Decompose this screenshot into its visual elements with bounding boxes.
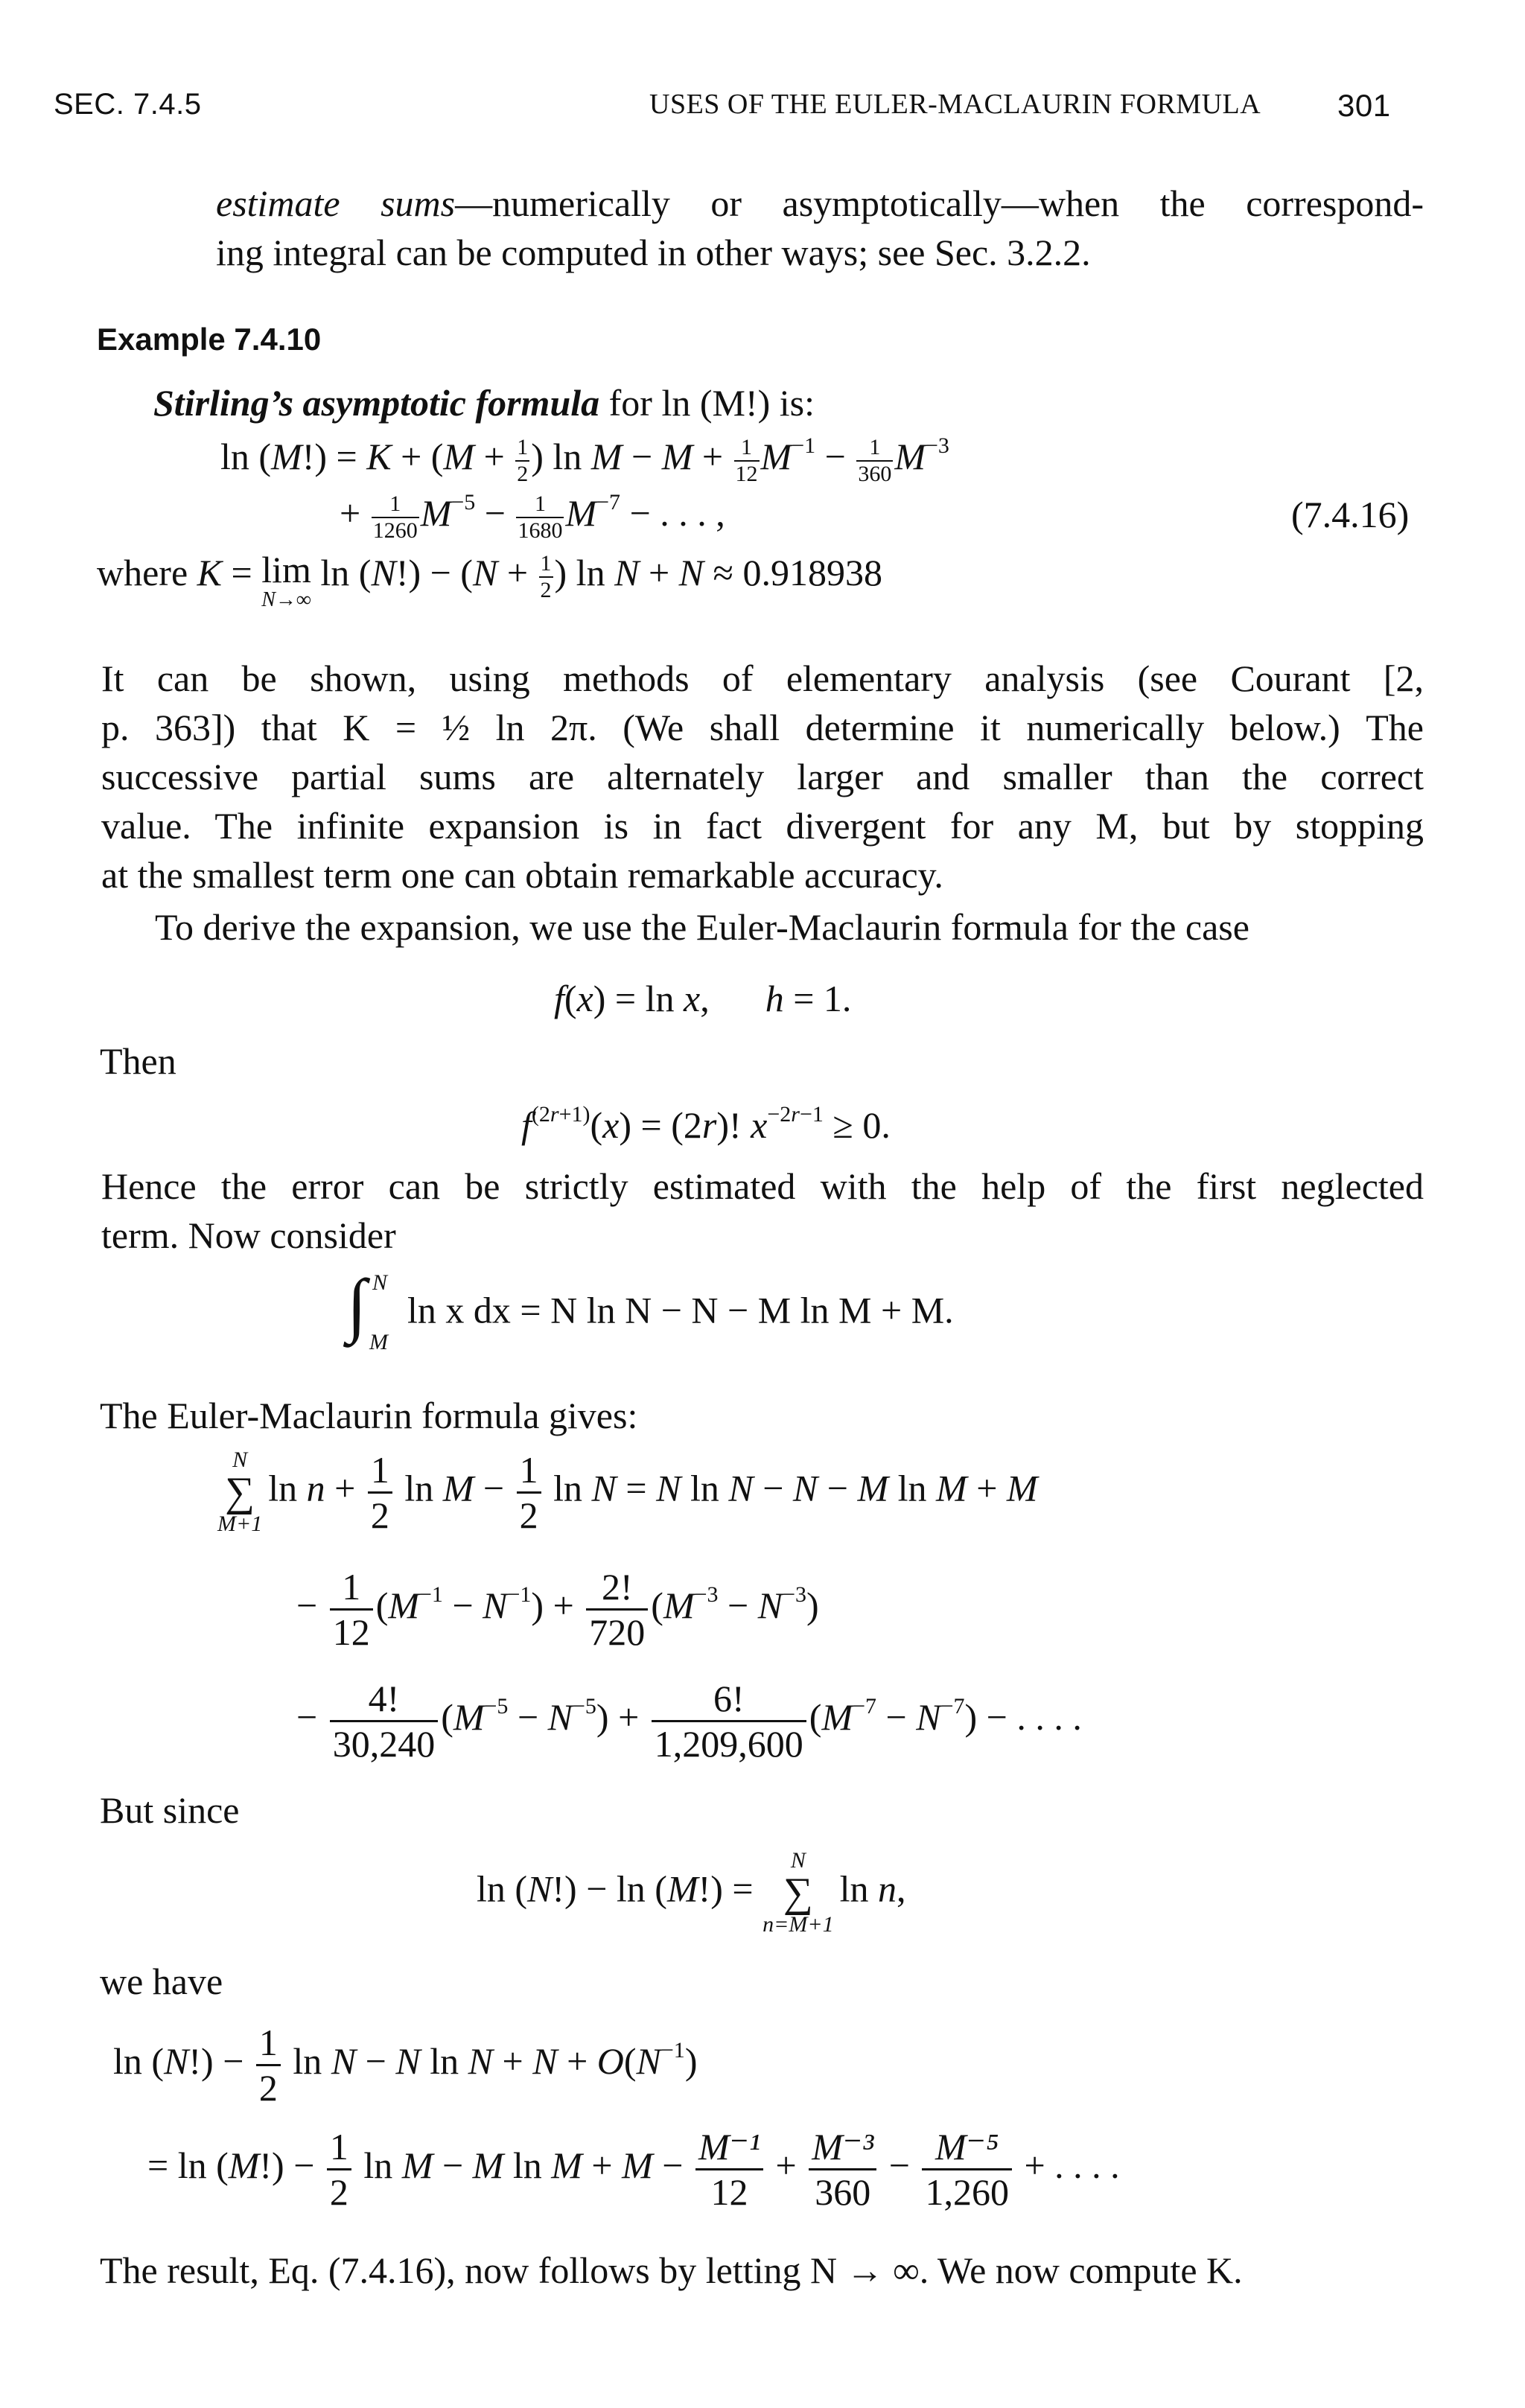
paragraph-3-line: Hence the error can be strictly estimated with the help of the first neglected (101, 1165, 1424, 1207)
section-number: SEC. 7.4.5 (54, 88, 202, 121)
example-intro-italic: Stirling’s asymptotic formula (153, 382, 600, 424)
paragraph-2: To derive the expansion, we use the Euler-Maclaurin formula for the case (155, 906, 1249, 948)
page-number: 301 (1337, 88, 1391, 123)
then-label: Then (100, 1040, 176, 1082)
paragraph-1 (101, 654, 1424, 899)
em-eq-line3: − $\frac{4!}{30,240}$ $(M^{-5} - N^{-5})$ + $\frac{6!}{1,209,600}$ $(M^{-7} - N^{-7})$ − . . . . (296, 1678, 1082, 1765)
intro-line2: ing integral can be computed in other ways; see Sec. 3.2.2. (216, 232, 1091, 273)
paragraph-1-line: It can be shown, using methods of elementary analysis (see Courant [2, (101, 657, 1424, 699)
intro-paragraph (216, 179, 1424, 277)
eq-derivative: $f^{(2r+1)}(x) = (2r)$! $x^{-2r-1} \ge 0$. (521, 1102, 891, 1146)
eq-log-diff: ln (N!) − ln (M!) = N ∑ n=M+1 ln n, (477, 1848, 906, 1937)
eq-f-def: f(x) = ln x, h = 1. (554, 978, 852, 1019)
em-eq-line1: N ∑ M+1 ln n + $\frac{1}{2}$ ln M − $\frac{1}{2}$ ln N = N ln N − N − M ln M + M (217, 1447, 1038, 1536)
equation-number: (7.4.16) (1291, 494, 1410, 535)
but-since: But since (100, 1789, 240, 1831)
final-eq-line1: ln (N!) − $\frac{1}{2}$ ln N − N $\ln N + N + O(N^{-1})$ (113, 2022, 698, 2109)
eq-integral: ∫ N M ln x dx = N ln N − N − M ln M + M. (344, 1273, 954, 1355)
paragraph-1-line: p. 363]) that K = ½ ln 2π. (We shall determine it numerically below.) The (101, 707, 1424, 748)
paragraph-3 (101, 1162, 1424, 1260)
final-eq-line2: = ln (M!) − $\frac{1}{2}$ ln M − M ln M + M − $\frac{\text{M⁻¹}}{12}$ + $\frac{\text{M⁻³}}{360}$ − $\frac{\text{M⁻⁵}}{1,260}$ + . . . . (147, 2126, 1120, 2213)
we-have: we have (100, 1961, 223, 2002)
integral-sign: ∫ N M (347, 1264, 388, 1354)
example-intro (153, 378, 815, 427)
running-title: USES OF THE EULER-MACLAURIN FORMULA (649, 89, 1261, 120)
em-eq-line2: − $\frac{1}{12}$ $(M^{-1} - N^{-1})$ + $\frac{2!}{720}$ $(M^{-3} - N^{-3})$ (296, 1566, 819, 1653)
paragraph-1-line: value. The infinite expansion is in fact divergent for any M, but by stopping (101, 805, 1424, 847)
paragraph-1-line: at the smallest term one can obtain remarkable accuracy. (101, 854, 943, 896)
stirling-eq-line1: ln (M!) = K + (M + $\frac{1}{2}$ ) ln M − M + $\frac{1}{12}$ $M^{-1}$ − $\frac{1}{360}$ $M^{-3}$ (220, 433, 949, 486)
intro-italic: estimate sums (216, 182, 456, 224)
euler-gives: The Euler-Maclaurin formula gives: (100, 1395, 638, 1436)
intro-line1: —numerically or asymptotically—when the correspond- (455, 182, 1424, 224)
final-sentence: The result, Eq. (7.4.16), now follows by letting N → ∞. We now compute K. (100, 2249, 1243, 2291)
example-label: Example 7.4.10 (97, 322, 322, 357)
K-definition: where K = lim N→∞ ln (N!) − (N + $\frac{1}{2}$ ) ln N + N ≈ 0.918938 (97, 549, 882, 611)
paragraph-3-line: term. Now consider (101, 1214, 396, 1256)
example-intro-rest: for ln (M!) is: (608, 382, 815, 424)
paragraph-1-line: successive partial sums are alternately larger and smaller than the correct (101, 756, 1424, 797)
stirling-eq-line2: + $\frac{1}{1260}$ $M^{-5}$ − $\frac{1}{1680}$ $M^{-7}$ − . . . , (340, 490, 725, 543)
